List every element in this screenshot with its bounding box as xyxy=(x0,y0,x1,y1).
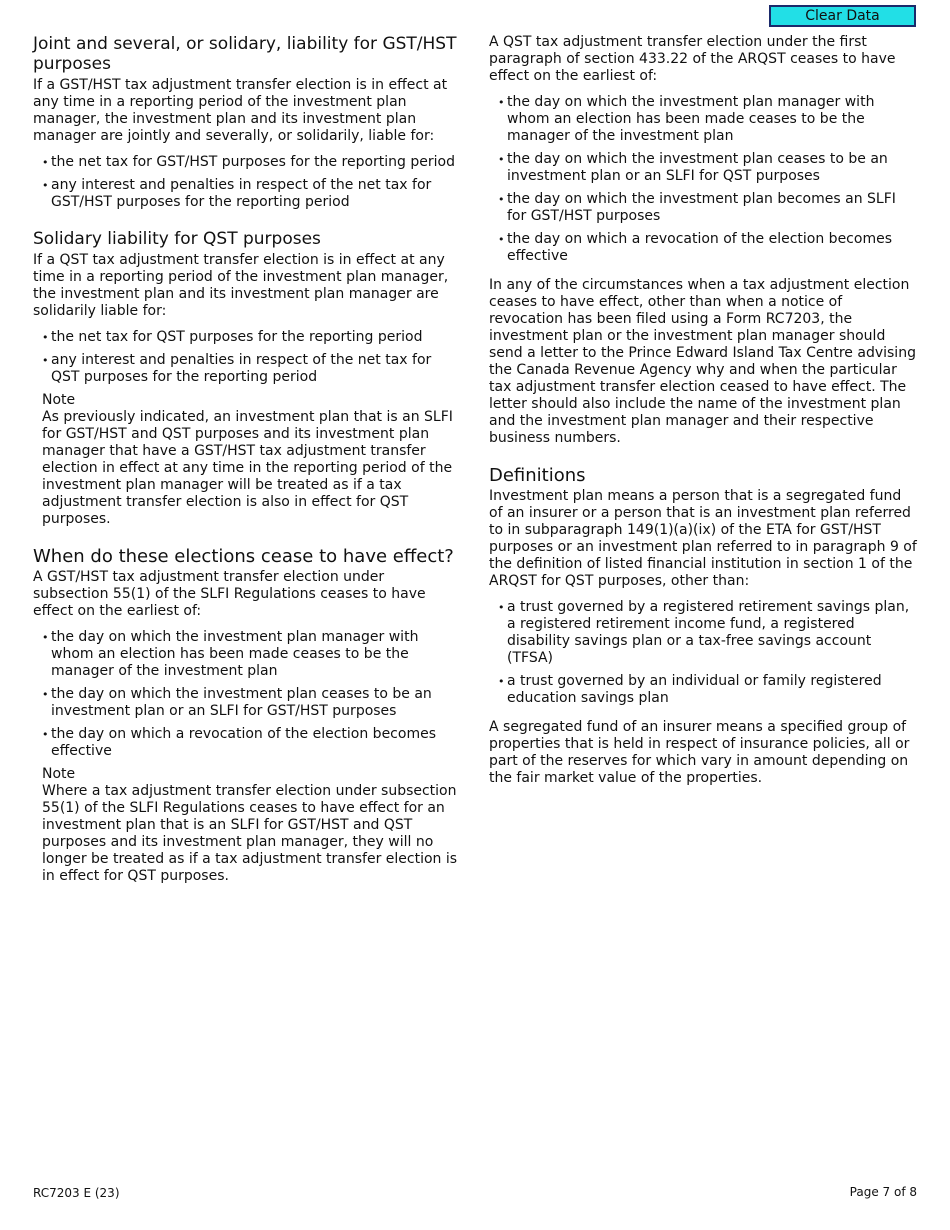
list-item: • a trust governed by a registered retirement savings plan, a registered retirement income fund, a registered disability savings plan or a tax-free savings account (TFSA) xyxy=(489,599,919,667)
paragraph: If a QST tax adjustment transfer election is in effect at any time in a reporting period of the investment plan manager, the investment plan and its investment plan manager are solidarily liable for: xyxy=(33,252,449,319)
page-number: Page 7 of 8 xyxy=(849,1185,917,1199)
bullet-list xyxy=(489,599,919,707)
note-title: Note xyxy=(42,392,76,408)
list-item: • the day on which the investment plan ceases to be an investment plan or an SLFI for QST purposes xyxy=(489,151,919,185)
list-item: • the day on which the investment plan manager with whom an election has been made ceases to be the manager of the investment plan xyxy=(33,629,463,680)
left-column xyxy=(33,34,463,885)
definition-paragraph xyxy=(489,488,919,590)
clear-data-button[interactable]: Clear Data xyxy=(769,5,916,27)
list-item: • any interest and penalties in respect of the net tax for QST purposes for the reporting period xyxy=(33,352,463,386)
section-heading: When do these elections cease to have effect? xyxy=(33,546,454,567)
note-text: Where a tax adjustment transfer election under subsection 55(1) of the SLFI Regulations ceases to have effect for an investment plan that is an SLFI for GST/HST and QST purposes and its investment plan manager, they will no longer be treated as if a tax adjustment transfer election is in effect for QST purposes. xyxy=(42,783,458,884)
list-item: • the day on which a revocation of the election becomes effective xyxy=(489,231,919,265)
list-item: • the net tax for QST purposes for the reporting period xyxy=(33,329,463,346)
paragraph: If a GST/HST tax adjustment transfer election is in effect at any time in a reporting period of the investment plan manager, the investment plan and its investment plan manager are jointly and severally, or solidarily, liable for: xyxy=(33,77,448,144)
bullet-list xyxy=(33,154,463,211)
list-item: • any interest and penalties in respect of the net tax for GST/HST purposes for the reporting period xyxy=(33,177,463,211)
list-item: • the day on which the investment plan ceases to be an investment plan or an SLFI for GST/HST purposes xyxy=(33,686,463,720)
list-item: • the day on which the investment plan manager with whom an election has been made ceases to be the manager of the investment plan xyxy=(489,94,919,145)
paragraph: A QST tax adjustment transfer election under the first paragraph of section 433.22 of the ARQST ceases to have effect on the earliest of: xyxy=(489,34,896,84)
note-block xyxy=(42,392,463,528)
paragraph: A segregated fund of an insurer means a specified group of properties that is held in respect of insurance policies, all or part of the reserves for which vary in amount depending on the fair market value of the properties. xyxy=(489,719,910,786)
list-item: • a trust governed by an individual or family registered education savings plan xyxy=(489,673,919,707)
note-block xyxy=(42,766,463,885)
section-joint-liability xyxy=(33,34,463,211)
list-item: • the day on which the investment plan becomes an SLFI for GST/HST purposes xyxy=(489,191,919,225)
note-text: As previously indicated, an investment plan that is an SLFI for GST/HST and QST purposes and its investment plan manager that have a GST/HST tax adjustment transfer election in effect at any time in the reporting period of the investment plan manager will be treated as if a tax adjustment transfer election is also in effect for QST purposes. xyxy=(42,409,453,527)
section-heading: Joint and several, or solidary, liability for GST/HST purposes xyxy=(33,34,457,74)
paragraph: In any of the circumstances when a tax adjustment election ceases to have effect, other than when a notice of revocation has been filed using a Form RC7203, the investment plan or the investment plan manager should send a letter to the Prince Edward Island Tax Centre advising the Canada Revenue Agency why and when the particular tax adjustment transfer election ceased to have effect. The letter should also include the name of the investment plan and the investment plan manager and their respective business numbers. xyxy=(489,277,916,446)
paragraph: A GST/HST tax adjustment transfer election under subsection 55(1) of the SLFI Regulations ceases to have effect on the earliest of: xyxy=(33,569,426,619)
list-item: • the day on which a revocation of the election becomes effective xyxy=(33,726,463,760)
form-code: RC7203 E (23) xyxy=(33,1186,120,1200)
bullet-list xyxy=(33,629,463,760)
section-elections-cease xyxy=(33,546,463,885)
section-heading: Definitions xyxy=(489,465,586,486)
definition-text: means a person that is a segregated fund of an insurer or a person that is an investment plan referred to in subparagraph 149(1)(a)(ix) of the ETA for GST/HST purposes or an investment plan referred to in paragraph 9 of the definition of listed financial institution in section 1 of the ARQST for QST purposes, other than: xyxy=(489,488,917,589)
bullet-list xyxy=(33,329,463,386)
bullet-list xyxy=(489,94,919,265)
list-item: • the net tax for GST/HST purposes for the reporting period xyxy=(33,154,463,171)
section-heading: Solidary liability for QST purposes xyxy=(33,229,321,249)
defined-term: Investment plan xyxy=(489,488,603,504)
note-title: Note xyxy=(42,766,76,782)
section-definitions xyxy=(489,465,919,787)
section-qst-election-cease xyxy=(489,34,919,447)
right-column xyxy=(489,34,919,787)
section-solidary-liability xyxy=(33,229,463,528)
